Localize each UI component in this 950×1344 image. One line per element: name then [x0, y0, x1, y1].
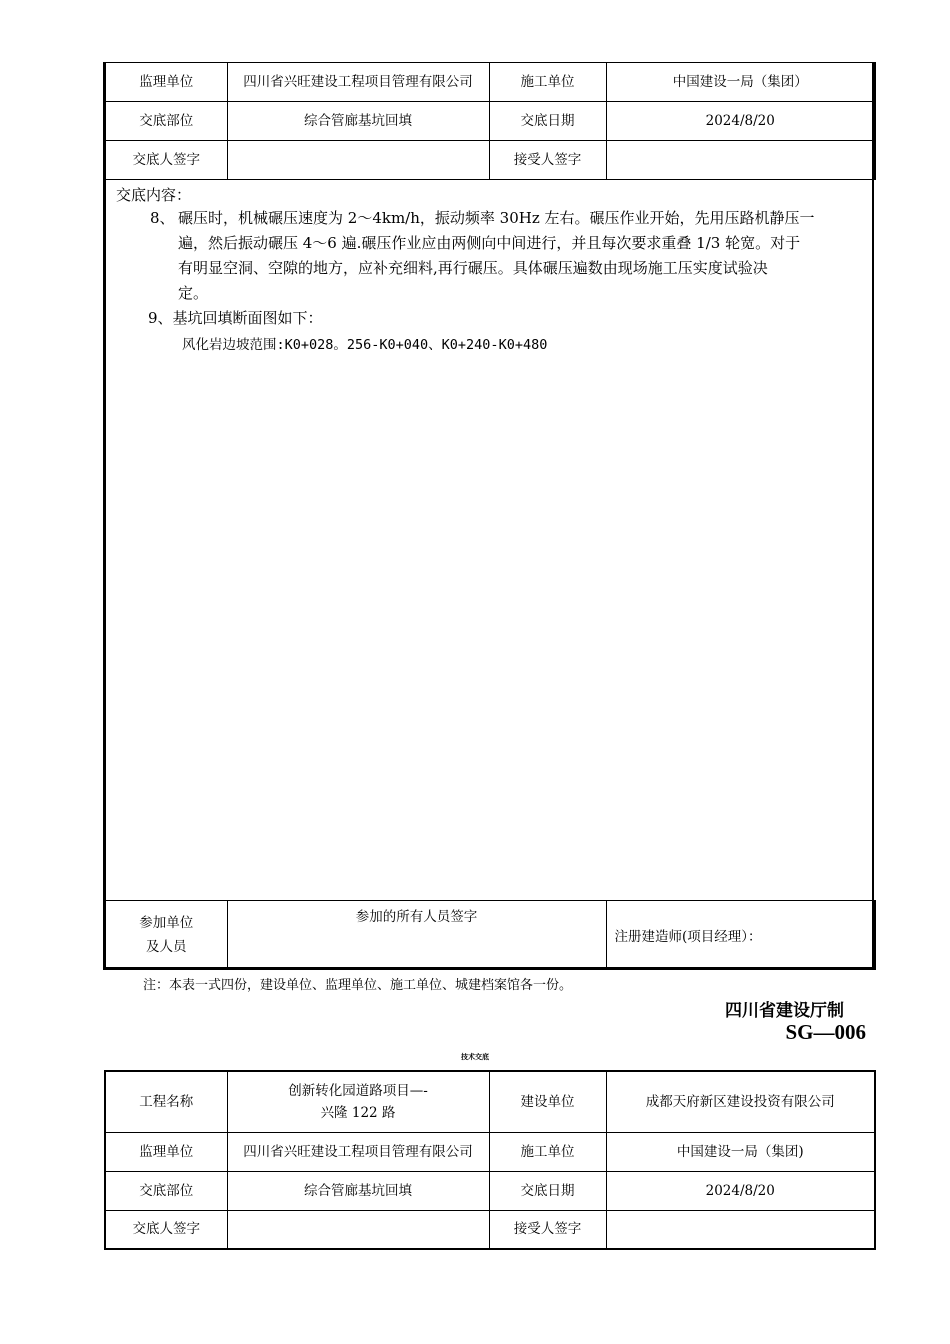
- table-row: [105, 63, 875, 102]
- contractor-value: 中国建设一局（集团): [606, 1132, 875, 1171]
- supervision-label: 监理单位: [105, 1132, 227, 1171]
- contractor-value: 中国建设一局（集团）: [606, 63, 875, 102]
- receiver-sign-label: 接受人签字: [489, 1210, 606, 1249]
- item-8-number: 8、: [150, 209, 175, 227]
- handover-date-label: 交底日期: [489, 1171, 606, 1210]
- handover-content: [104, 180, 874, 900]
- all-signatures-label: 参加的所有人员签字: [355, 909, 478, 925]
- contractor-label: 施工单位: [489, 63, 606, 102]
- project-name-value: [227, 1071, 489, 1132]
- second-form-title: 技术交底: [461, 1053, 489, 1061]
- engineer-signature-field[interactable]: [606, 901, 875, 970]
- participants-label: [105, 901, 227, 970]
- receiver-sign-field[interactable]: [606, 141, 875, 180]
- table-row: [105, 102, 875, 141]
- handover-date-value: 2024/8/20: [606, 1171, 875, 1210]
- form-note: 注：本表一式四份，建设单位、监理单位、施工单位、城建档案馆各一份。: [143, 978, 573, 993]
- owner-label: 建设单位: [489, 1071, 606, 1132]
- issuer-label: 四川省建设厅制: [725, 1001, 844, 1021]
- receiver-sign-field[interactable]: [606, 1210, 875, 1249]
- handover-part-value: 综合管廊基坑回填: [227, 1171, 489, 1210]
- content-title: 交底内容：: [116, 186, 192, 204]
- table-row: [105, 1132, 875, 1171]
- table-row: [105, 901, 875, 970]
- supervision-label: 监理单位: [105, 63, 227, 102]
- handover-part-label: 交底部位: [105, 102, 227, 141]
- item-8-line: 定。: [178, 284, 209, 302]
- second-form-table: [104, 1070, 876, 1250]
- contractor-label: 施工单位: [489, 1132, 606, 1171]
- participants-table: [104, 900, 876, 970]
- handover-part-value: 综合管廊基坑回填: [227, 102, 489, 141]
- engineer-label: 注册建造师(项目经理）：: [614, 929, 762, 945]
- discloser-sign-label: 交底人签字: [105, 141, 227, 180]
- handover-date-label: 交底日期: [489, 102, 606, 141]
- participants-label-line: 及人员: [146, 939, 187, 955]
- participants-label-line: 参加单位: [139, 915, 194, 931]
- project-name-line: 创新转化园道路项目—-: [288, 1082, 428, 1099]
- receiver-sign-label: 接受人签字: [489, 141, 606, 180]
- item-9: 9、基坑回填断面图如下：: [148, 309, 323, 327]
- handover-part-label: 交底部位: [105, 1171, 227, 1210]
- slope-range: 风化岩边坡范围:K0+028。256-K0+040、K0+240-K0+480: [182, 337, 548, 353]
- supervision-value: 四川省兴旺建设工程项目管理有限公司: [227, 63, 489, 102]
- table-row: [105, 1071, 875, 1132]
- table-row: [105, 1210, 875, 1249]
- all-signatures-field[interactable]: [227, 901, 606, 970]
- handover-date-value: 2024/8/20: [606, 102, 875, 141]
- form-bottom-border: [103, 967, 874, 970]
- item-8-line: 有明显空洞、空隙的地方，应补充细料,再行碾压。具体碾压遍数由现场施工压实度试验决: [178, 259, 768, 277]
- discloser-sign-label: 交底人签字: [105, 1210, 227, 1249]
- supervision-value: 四川省兴旺建设工程项目管理有限公司: [227, 1132, 489, 1171]
- project-name-line: 兴隆 122 路: [320, 1104, 396, 1121]
- owner-value: 成都天府新区建设投资有限公司: [606, 1071, 875, 1132]
- item-8-line: 碾压时，机械碾压速度为 2～4km/h，振动频率 30Hz 左右。碾压作业开始，先用压路机静压一: [178, 209, 815, 227]
- handover-header-table: [104, 62, 876, 180]
- item-8-line: 遍，然后振动碾压 4～6 遍.碾压作业应由两侧向中间进行，并且每次要求重叠 1/3 轮宽。对于: [178, 234, 801, 252]
- item-8: [150, 206, 868, 306]
- form-code: SG—006: [785, 1020, 866, 1044]
- table-row: [105, 1171, 875, 1210]
- table-row: [105, 141, 875, 180]
- project-name-label: 工程名称: [105, 1071, 227, 1132]
- discloser-sign-field[interactable]: [227, 141, 489, 180]
- discloser-sign-field[interactable]: [227, 1210, 489, 1249]
